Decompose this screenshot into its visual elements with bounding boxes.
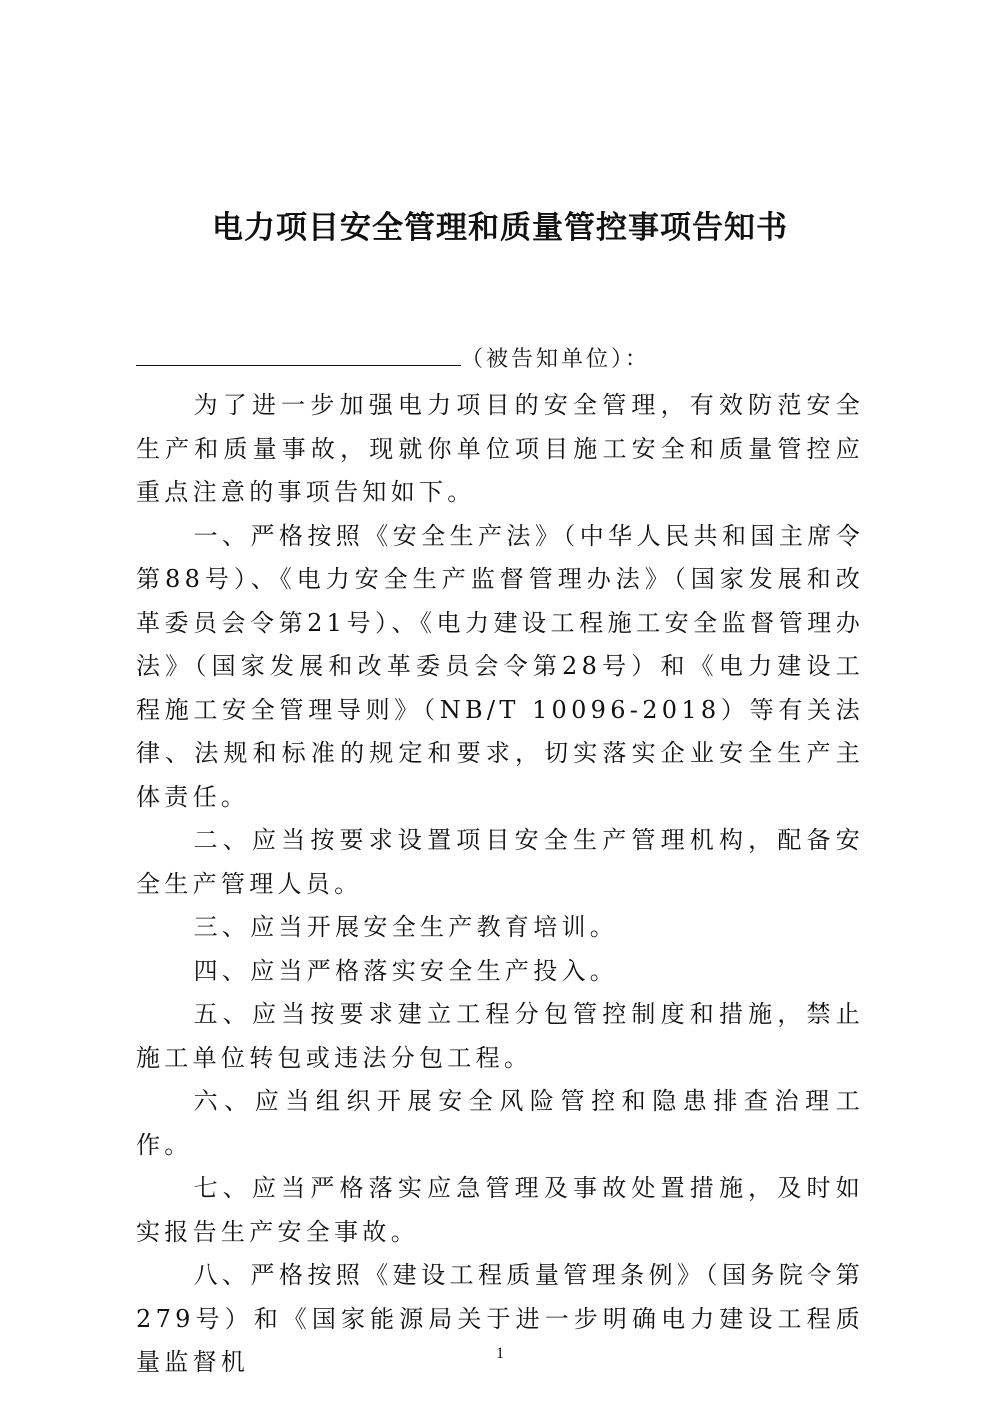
document-body bbox=[136, 384, 864, 1385]
paragraph-item-8: 八、严格按照《建设工程质量管理条例》（国务院令第279号）和《国家能源局关于进一步明确电力建设工程质量监督机 bbox=[136, 1261, 864, 1376]
addressee-suffix: （被告知单位）： bbox=[461, 347, 651, 372]
paragraph-item-7: 七、应当严格落实应急管理及事故处置措施，及时如实报告生产安全事故。 bbox=[136, 1174, 864, 1246]
paragraph-item-3: 三、应当开展安全生产教育培训。 bbox=[193, 913, 619, 941]
addressee-blank-field[interactable] bbox=[136, 341, 461, 366]
addressee-line bbox=[136, 336, 864, 384]
page-title: 电力项目安全管理和质量管控事项告知书 bbox=[212, 210, 788, 246]
paragraph-item-1: 一、严格按照《安全生产法》（中华人民共和国主席令 第88号）、《电力安全生产监督管理办法》（国家发展和改革委员会令第21号）、《电力建设工程施工安全监督管理办法》（国家发展和改革委员会令第28号）和《电力建设工程施工安全管理导则》（NB/T 10096-2018）等有关法律、法规和标准的规定和要求，切实落实企业安全生产主体责任。 bbox=[136, 521, 864, 811]
paragraph-item-5: 五、应当按要求建立工程分包管控制度和措施，禁止施工单位转包或违法分包工程。 bbox=[136, 1000, 864, 1072]
paragraph-item-2: 二、应当按要求设置项目安全生产管理机构，配备安全生产管理人员。 bbox=[136, 826, 864, 898]
paragraph-item-6: 六、应当组织开展安全风险管控和隐患排查治理工作。 bbox=[136, 1087, 864, 1159]
paragraph-intro: 为了进一步加强电力项目的安全管理，有效防范安全生产和质量事故，现就你单位项目施工安全和质量管控应重点注意的事项告知如下。 bbox=[136, 391, 864, 506]
page-number: 1 bbox=[496, 1345, 504, 1362]
paragraph-item-4: 四、应当严格落实安全生产投入。 bbox=[193, 956, 619, 985]
